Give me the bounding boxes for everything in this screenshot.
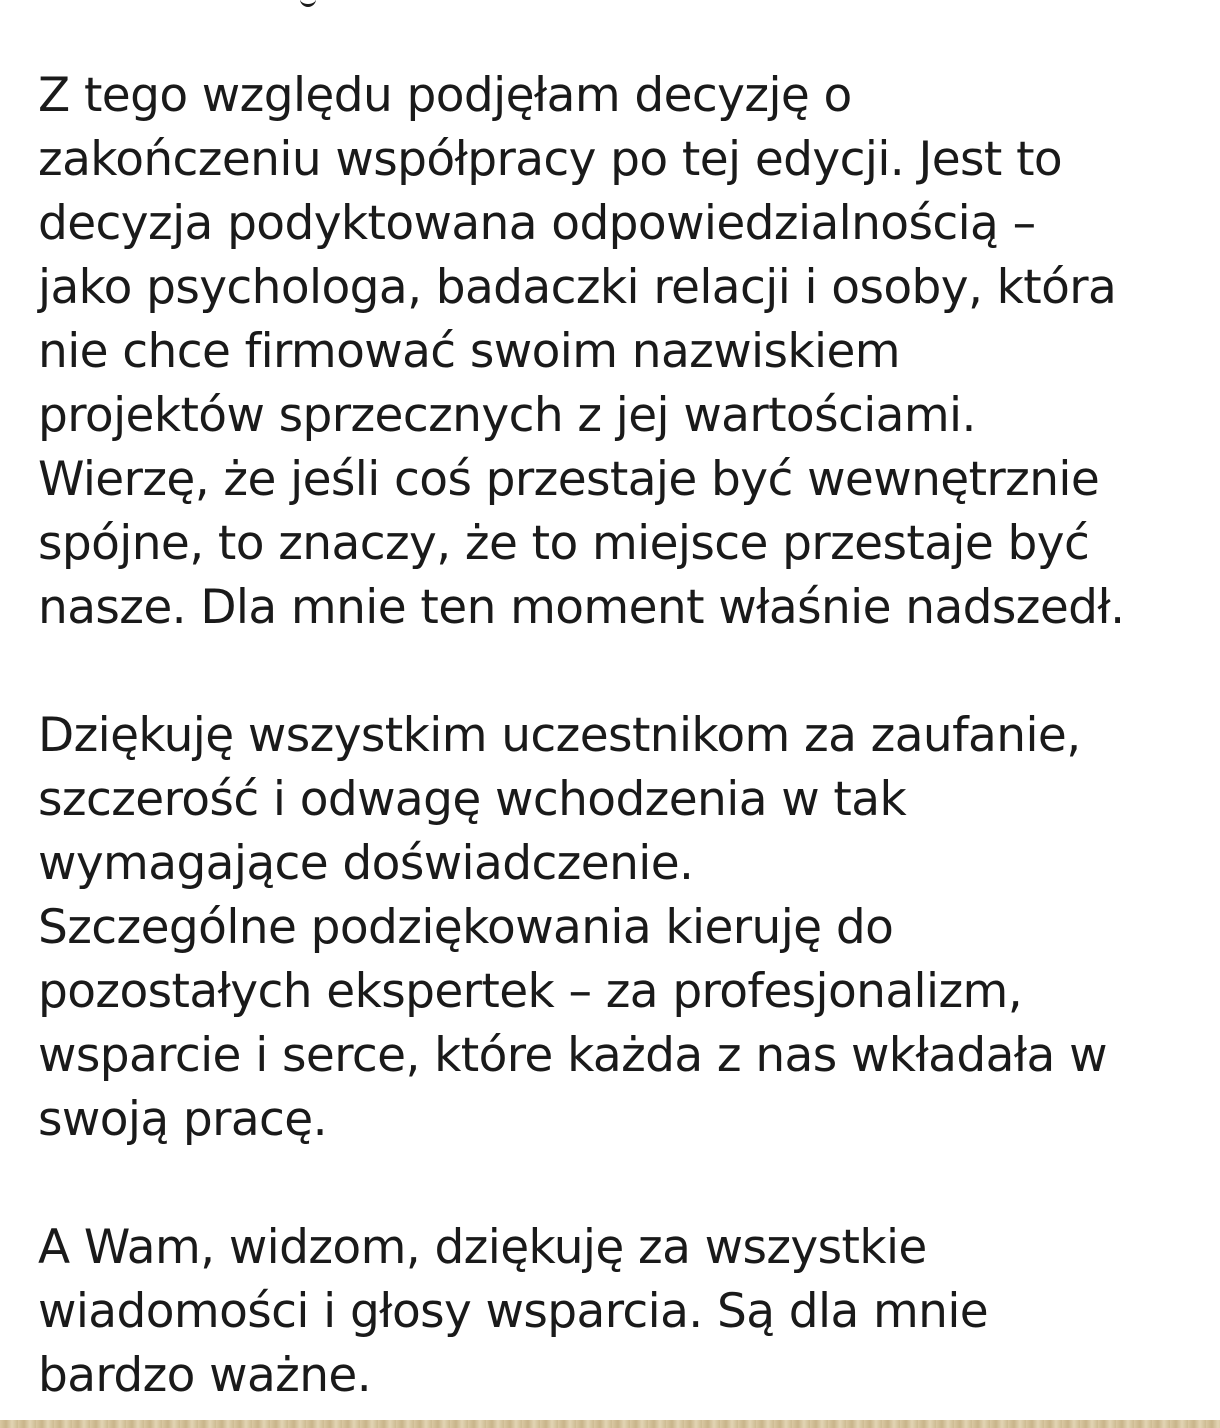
text-line: Szczególne podziękowania kieruję do <box>38 900 894 955</box>
text-line: nie chce firmować swoim nazwiskiem <box>38 324 900 379</box>
text-line: bardzo ważne. <box>38 1348 372 1403</box>
text-line: projektów sprzecznych z jej wartościami. <box>38 388 976 443</box>
text-line: Z tego względu podjęłam decyzję o <box>38 68 852 123</box>
paragraph-decision <box>38 64 1208 640</box>
text-line: pozostałych ekspertek – za profesjonalizm, <box>38 964 1023 1019</box>
text-line: swoją pracę. <box>38 1092 327 1147</box>
background-image-edge <box>0 1420 1220 1428</box>
text-line: nasze. Dla mnie ten moment właśnie nadszedł. <box>38 580 1125 635</box>
clipped-glyph <box>300 0 316 7</box>
text-line: decyzja podyktowana odpowiedzialnością – <box>38 196 1036 251</box>
text-line: A Wam, widzom, dziękuję za wszystkie <box>38 1220 927 1275</box>
text-line: Dziękuję wszystkim uczestnikom za zaufanie, <box>38 708 1081 763</box>
text-line: spójne, to znaczy, że to miejsce przestaje być <box>38 516 1090 571</box>
text-line: wsparcie i serce, które każda z nas wkładała w <box>38 1028 1107 1083</box>
text-line: szczerość i odwagę wchodzenia w tak <box>38 772 907 827</box>
text-line: wiadomości i głosy wsparcia. Są dla mnie <box>38 1284 989 1339</box>
paragraph-thanks-viewers <box>38 1216 1208 1408</box>
post-body <box>38 64 1208 1408</box>
text-line: zakończeniu współpracy po tej edycji. Jest to <box>38 132 1063 187</box>
previous-text-cutoff <box>0 0 1220 8</box>
text-line: jako psychologa, badaczki relacji i osoby, która <box>38 260 1117 315</box>
text-line: wymagające doświadczenie. <box>38 836 694 891</box>
text-line: Wierzę, że jeśli coś przestaje być wewnętrznie <box>38 452 1100 507</box>
paragraph-thanks-participants <box>38 704 1208 1152</box>
